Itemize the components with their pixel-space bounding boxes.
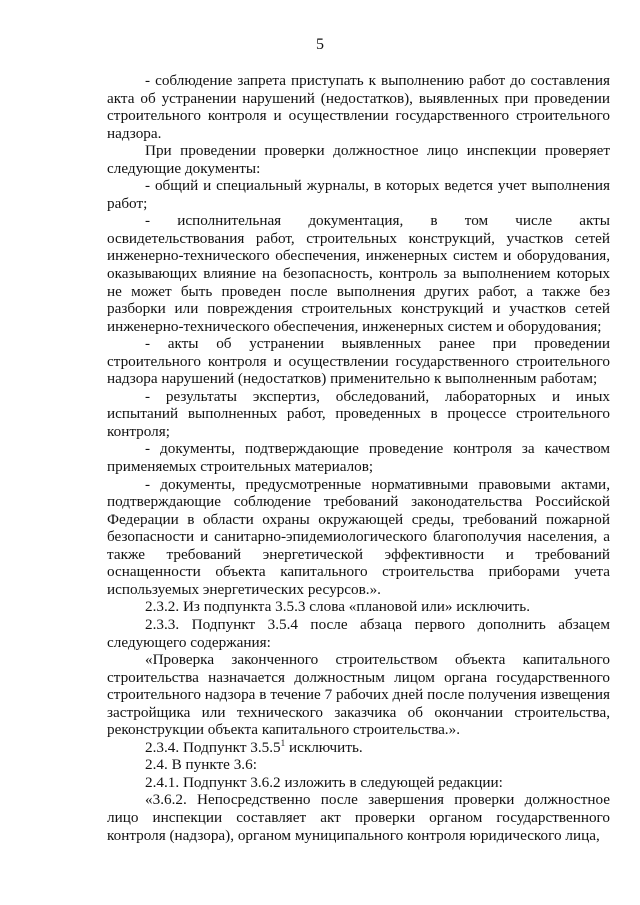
document-body: [107, 72, 610, 844]
paragraph-2-4: 2.4. В пункте 3.6:: [145, 756, 257, 774]
paragraph-journals: - общий и специальный журналы, в которых ведется учет выполнения работ;: [107, 177, 610, 212]
paragraph-inspection-documents: При проведении проверки должностное лицо инспекции проверяет следующие документы:: [107, 142, 610, 177]
paragraph-executive-documentation: - исполнительная документация, в том числе акты освидетельствования работ, строительных конструкций, участков сетей инженерно-технического обеспечения, инженерных систем и оборудования, оказывающих влияние на безопасность, контроль за выполнением которых не может быть проведен после выполнения других работ, а также без разборки или повреждения строительных конструкций и участков сетей инженерно-технического обеспечения, инженерных систем и оборудования;: [107, 212, 610, 335]
page-number: 5: [316, 36, 324, 53]
superscript-index: 1: [280, 737, 286, 748]
paragraph-expertise-results: - результаты экспертиз, обследований, лабораторных и иных испытаний выполненных работ, проведенных в процессе строительного контроля;: [107, 387, 610, 440]
paragraph-elimination-acts: - акты об устранении выявленных ранее при проведении строительного контроля и осуществлении государственного строительного надзора нарушений (недостатков) применительно к выполненным работам;: [107, 335, 610, 388]
paragraph-2-3-4-tail: исключить.: [285, 738, 363, 756]
paragraph-2-3-2: 2.3.2. Из подпункта 3.5.3 слова «плановой или» исключить.: [145, 598, 531, 616]
paragraph-3-6-2: «3.6.2. Непосредственно после завершения проверки должностное лицо инспекции составляет акт проверки органом государственного контроля (надзора), органом муниципального контроля юридического лица,: [107, 791, 610, 844]
paragraph-2-4-1: 2.4.1. Подпункт 3.6.2 изложить в следующей редакции:: [145, 773, 503, 791]
paragraph-completed-object-inspection: «Проверка законченного строительством объекта капитального строительства назначается должностным лицом органа государственного строительного надзора в течение 7 рабочих дней после получения извещения застройщика или технического заказчика об окончании строительства, реконструкции объекта капитального строительства.».: [107, 651, 610, 739]
paragraph-2-3-4: [107, 739, 610, 757]
paragraph-prohibition: - соблюдение запрета приступать к выполнению работ до составления акта об устранении нарушений (недостатков), выявленных при проведении строительного контроля и осуществлении государственного строительного надзора.: [107, 72, 610, 142]
paragraph-2-3-3: 2.3.3. Подпункт 3.5.4 после абзаца первого дополнить абзацем следующего содержания:: [107, 615, 610, 651]
paragraph-quality-control: - документы, подтверждающие проведение контроля за качеством применяемых строительных материалов;: [107, 440, 610, 476]
paragraph-2-3-4-text: 2.3.4. Подпункт 3.5.5: [145, 738, 281, 756]
paragraph-regulatory-documents: - документы, предусмотренные нормативными правовыми актами, подтверждающие соблюдение требований законодательства Российской Федерации в области охраны окружающей среды, требований пожарной безопасности и санитарно-эпидемиологического благополучия населения, а также требований энергетической эффективности и требований оснащенности объекта капитального строительства приборами учета используемых энергетических ресурсов.».: [107, 475, 610, 598]
